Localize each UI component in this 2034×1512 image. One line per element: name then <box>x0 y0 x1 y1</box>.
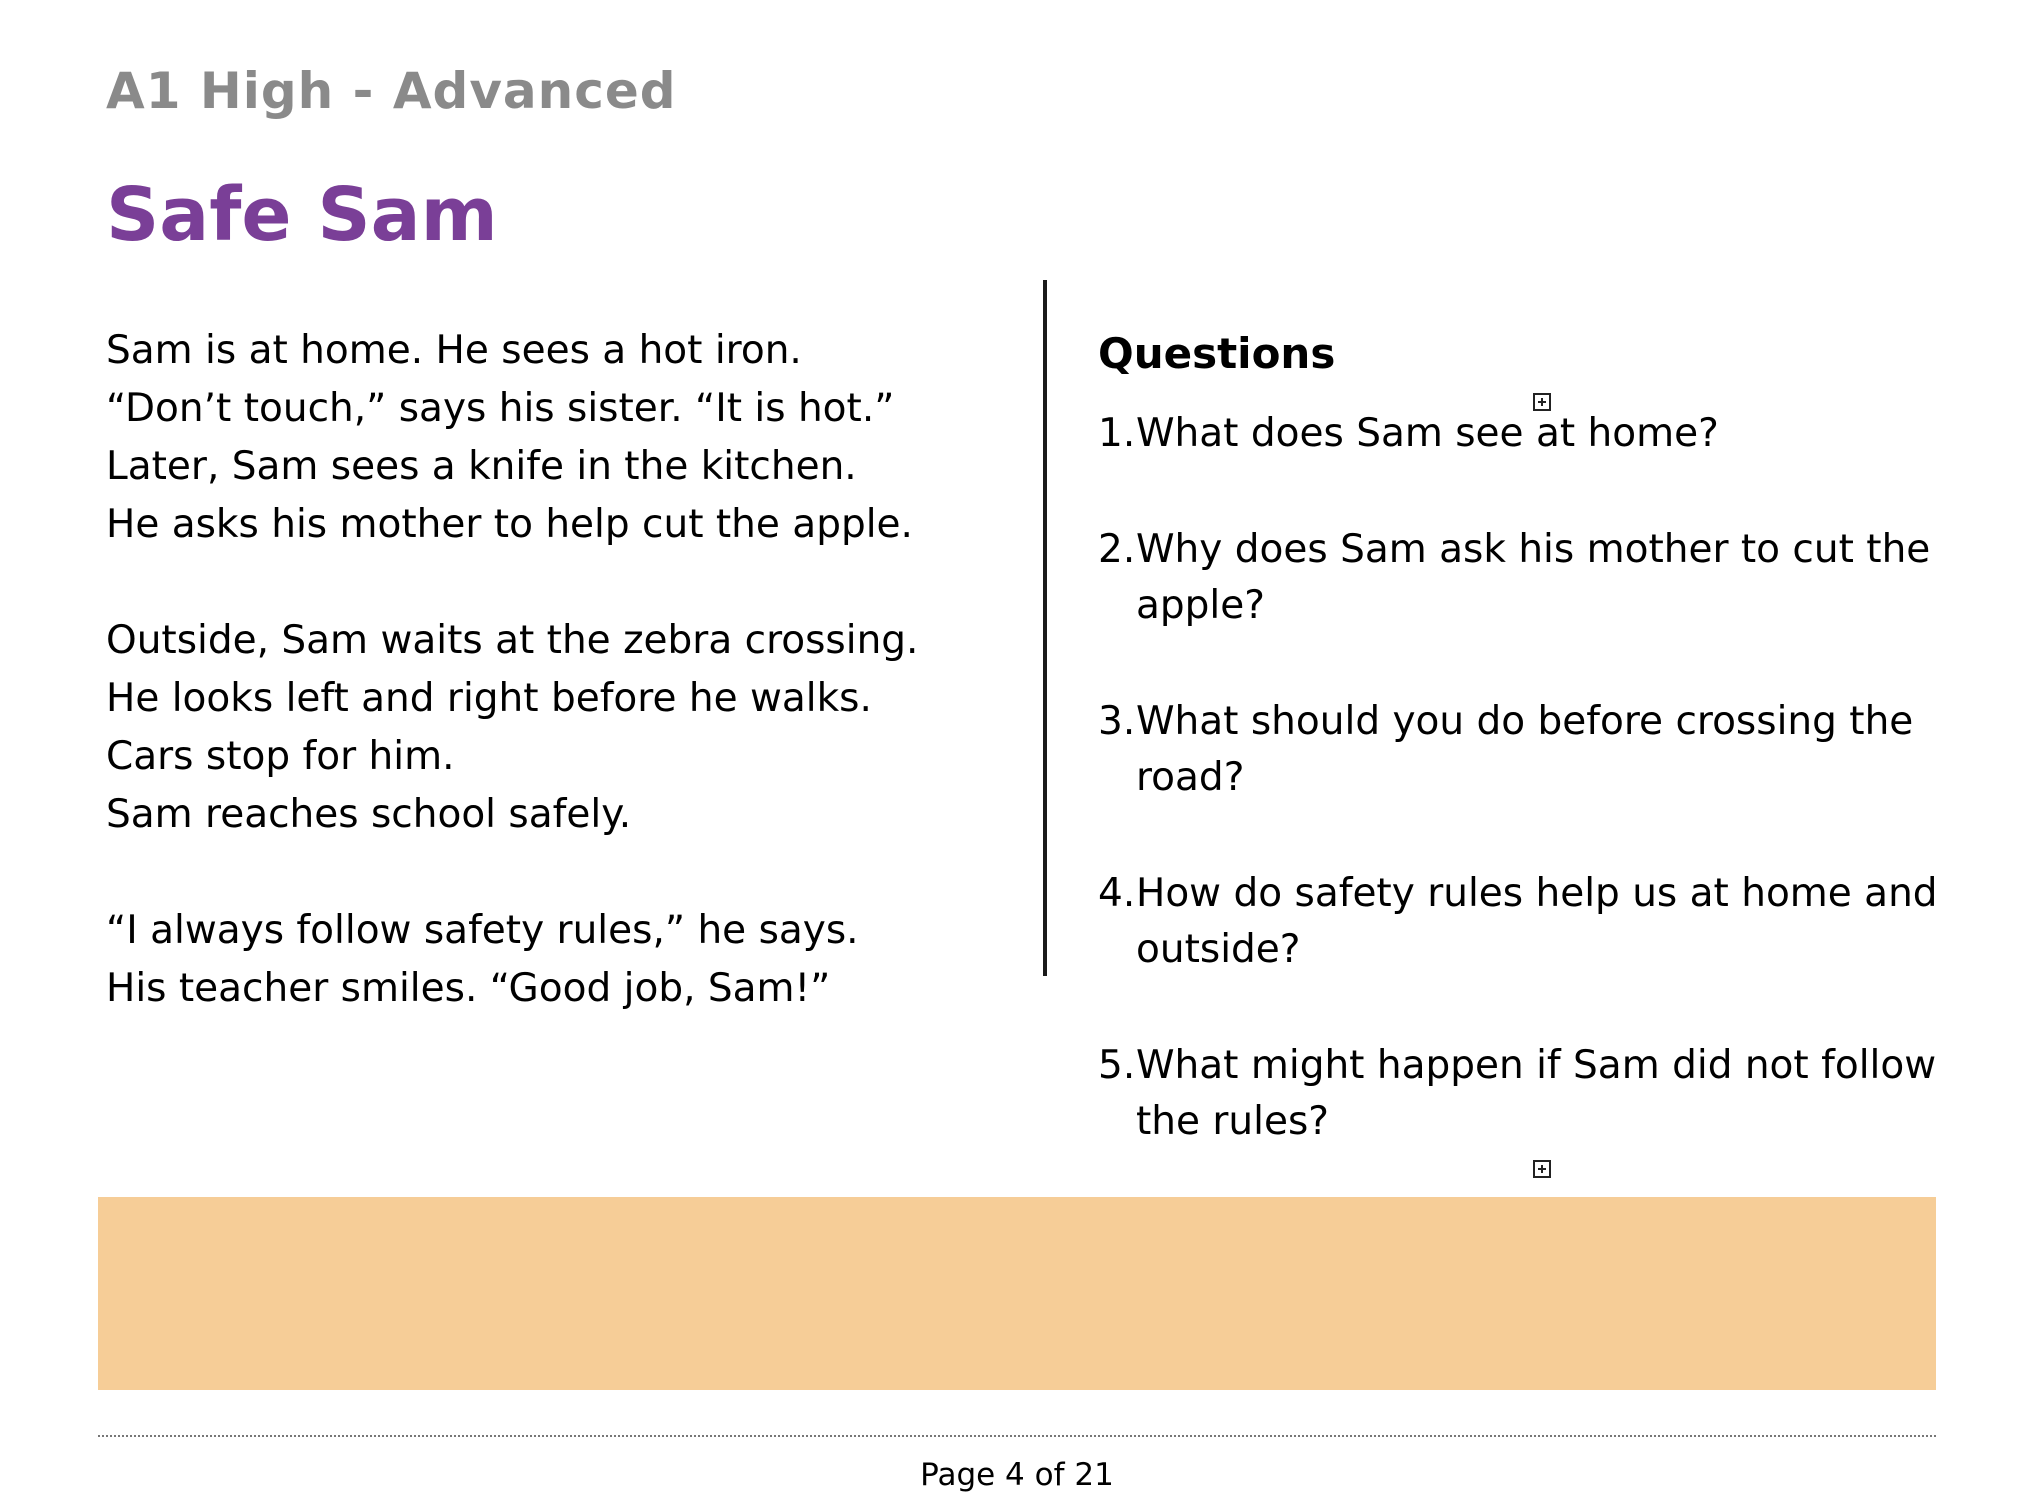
story-line: He asks his mother to help cut the apple. <box>106 502 913 547</box>
footer-rule <box>98 1435 1936 1437</box>
question-item <box>1098 406 1998 462</box>
questions-section <box>1098 326 1998 1210</box>
question-list <box>1098 406 1998 1150</box>
footer-band <box>98 1197 1936 1390</box>
story-stanza <box>106 612 1006 844</box>
page-title: Safe Sam <box>106 172 498 258</box>
story-text <box>106 322 1006 1076</box>
question-item <box>1098 522 1998 634</box>
question-number: 1. <box>1098 411 1136 456</box>
question-text: What might happen if Sam did not follow the rules? <box>1136 1043 1937 1144</box>
question-text: How do safety rules help us at home and outside? <box>1136 871 1938 972</box>
story-line: Outside, Sam waits at the zebra crossing. <box>106 618 919 663</box>
question-text: What should you do before crossing the road? <box>1136 699 1914 800</box>
table-anchor-icon[interactable] <box>1533 393 1551 411</box>
page-number: Page 4 of 21 <box>920 1457 1114 1493</box>
question-number: 2. <box>1098 527 1136 572</box>
story-line: Cars stop for him. <box>106 734 455 779</box>
story-line: “Don’t touch,” says his sister. “It is hot.” <box>106 386 895 431</box>
question-number: 5. <box>1098 1043 1136 1088</box>
question-item <box>1098 866 1998 978</box>
questions-heading: Questions <box>1098 329 1336 378</box>
question-item <box>1098 694 1998 806</box>
question-text: Why does Sam ask his mother to cut the apple? <box>1136 527 1931 628</box>
story-line: Later, Sam sees a knife in the kitchen. <box>106 444 857 489</box>
story-line: Sam reaches school safely. <box>106 792 632 837</box>
story-line: He looks left and right before he walks. <box>106 676 872 721</box>
question-item <box>1098 1038 1998 1150</box>
column-divider <box>1043 280 1047 976</box>
level-label: A1 High - Advanced <box>106 62 677 120</box>
question-text: What does Sam see at home? <box>1136 411 1719 456</box>
question-number: 4. <box>1098 871 1136 916</box>
story-line: His teacher smiles. “Good job, Sam!” <box>106 966 831 1011</box>
story-line: “I always follow safety rules,” he says. <box>106 908 859 953</box>
question-number: 3. <box>1098 699 1136 744</box>
story-stanza <box>106 322 1006 554</box>
table-anchor-icon[interactable] <box>1533 1160 1551 1178</box>
story-line: Sam is at home. He sees a hot iron. <box>106 328 802 373</box>
story-stanza <box>106 902 1006 1018</box>
